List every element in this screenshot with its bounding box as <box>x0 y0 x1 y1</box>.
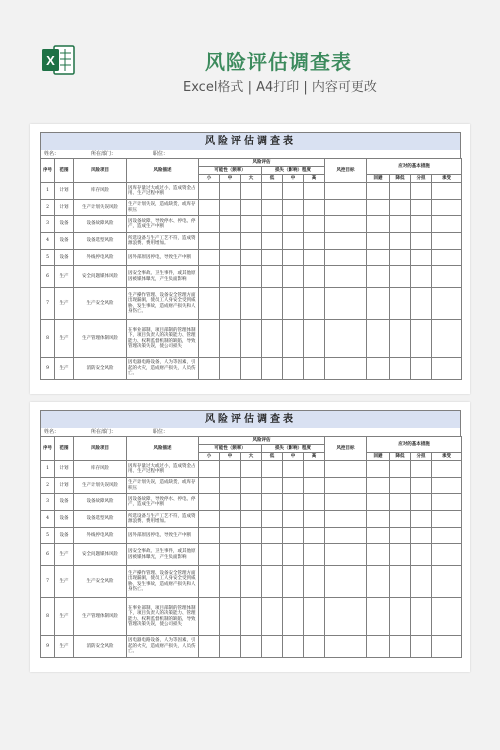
row-item: 生产管理体制风险 <box>74 598 127 636</box>
row-no: 3 <box>41 216 55 233</box>
row-scope: 设备 <box>55 250 74 266</box>
row-scope: 生产 <box>55 358 74 380</box>
col-high: 高 <box>304 175 325 183</box>
dept-label: 所在部门： <box>91 151 117 157</box>
table-row <box>41 528 462 544</box>
risk-table <box>40 436 462 658</box>
row-scope: 设备 <box>55 511 74 528</box>
row-desc: 在事业部制，项目部制的管理体制下，项目负责人的决策能力、管理能力、权利监督机制的缺陷，导致管理决策失误，使公司损失 <box>127 320 199 358</box>
row-desc: 因电器电路设备，人为等因素，引起的火灾，造成财产损失，人员伤亡。 <box>127 358 199 380</box>
info-row <box>40 150 461 158</box>
row-no: 4 <box>41 511 55 528</box>
col-target: 风控目标 <box>325 437 367 461</box>
row-item: 安全问题媒体风险 <box>74 266 127 288</box>
row-no: 6 <box>41 544 55 566</box>
row-no: 7 <box>41 566 55 598</box>
row-scope: 计划 <box>55 200 74 216</box>
col-seq: 序号 <box>41 159 55 183</box>
col-avoid: 回避 <box>367 175 390 183</box>
row-desc: 因外部原因停电，导致生产中断 <box>127 528 199 544</box>
row-item: 生产安全风险 <box>74 288 127 320</box>
table-row <box>41 358 462 380</box>
name-label: 姓名： <box>44 151 60 157</box>
col-reduce: 降低 <box>390 453 411 461</box>
table-row <box>41 183 462 200</box>
row-no: 4 <box>41 233 55 250</box>
col-low: 低 <box>262 453 283 461</box>
table-row <box>41 494 462 511</box>
row-item: 生产安全风险 <box>74 566 127 598</box>
col-share: 分担 <box>411 453 432 461</box>
info-row <box>40 428 461 436</box>
table-row <box>41 598 462 636</box>
row-no: 6 <box>41 266 55 288</box>
col-measures: 应对的基本措施 <box>367 159 462 175</box>
table-row <box>41 636 462 658</box>
page-title: 风险评估调查表 <box>205 50 352 74</box>
col-share: 分担 <box>411 175 432 183</box>
col-small: 小 <box>199 453 220 461</box>
row-scope: 设备 <box>55 233 74 250</box>
row-scope: 生产 <box>55 636 74 658</box>
page-header <box>0 0 500 118</box>
col-impact: 损失（影响）程度 <box>262 445 325 453</box>
col-target: 风控目标 <box>325 159 367 183</box>
row-desc: 因库存量过大或过小，造成资金占用、生产过程中断 <box>127 183 199 200</box>
table-row <box>41 478 462 494</box>
col-scope: 范围 <box>55 437 74 461</box>
page-subtitle: Excel格式 | A4打印 | 内容可更改 <box>183 80 377 95</box>
col-large: 大 <box>241 175 262 183</box>
row-no: 9 <box>41 358 55 380</box>
sheet-preview-2 <box>30 402 470 672</box>
col-reduce: 降低 <box>390 175 411 183</box>
table-row <box>41 250 462 266</box>
table-row <box>41 200 462 216</box>
col-accept: 承受 <box>432 453 462 461</box>
col-low: 低 <box>262 175 283 183</box>
row-scope: 生产 <box>55 288 74 320</box>
row-scope: 计划 <box>55 478 74 494</box>
svg-text:X: X <box>46 53 55 68</box>
table-row <box>41 461 462 478</box>
excel-icon <box>40 44 76 76</box>
row-no: 2 <box>41 200 55 216</box>
table-row <box>41 233 462 250</box>
row-no: 7 <box>41 288 55 320</box>
row-scope: 设备 <box>55 494 74 511</box>
row-item: 设备故障风险 <box>74 216 127 233</box>
col-item: 风险项目 <box>74 437 127 461</box>
row-scope: 设备 <box>55 528 74 544</box>
row-item: 外线停电风险 <box>74 250 127 266</box>
position-label: 职位： <box>153 151 169 157</box>
col-impact: 损失（影响）程度 <box>262 167 325 175</box>
row-no: 2 <box>41 478 55 494</box>
row-no: 1 <box>41 183 55 200</box>
col-item: 风险项目 <box>74 159 127 183</box>
table-row <box>41 320 462 358</box>
col-med: 中 <box>283 453 304 461</box>
table-row <box>41 266 462 288</box>
row-desc: 生产操作管理、设备安全管理方面出现漏洞，使员工人身安全受到威胁，发生事故，造成财产损失和人身伤亡。 <box>127 288 199 320</box>
row-desc: 因电器电路设备，人为等因素，引起的火灾，造成财产损失，人员伤亡。 <box>127 636 199 658</box>
risk-table <box>40 158 462 380</box>
col-large: 大 <box>241 453 262 461</box>
row-no: 3 <box>41 494 55 511</box>
row-no: 5 <box>41 528 55 544</box>
row-scope: 计划 <box>55 183 74 200</box>
row-no: 8 <box>41 598 55 636</box>
row-scope: 生产 <box>55 266 74 288</box>
col-high: 高 <box>304 453 325 461</box>
col-mid: 中 <box>220 175 241 183</box>
row-desc: 在事业部制，项目部制的管理体制下，项目负责人的决策能力、管理能力、权利监督机制的缺陷，导致管理决策失误，使公司损失 <box>127 598 199 636</box>
sheet-preview-1 <box>30 124 470 394</box>
col-seq: 序号 <box>41 437 55 461</box>
row-item: 设备选型风险 <box>74 511 127 528</box>
row-desc: 生产操作管理、设备安全管理方面出现漏洞，使员工人身安全受到威胁，发生事故，造成财产损失和人身伤亡。 <box>127 566 199 598</box>
name-label: 姓名： <box>44 429 60 435</box>
row-desc: 生产计划失误，造成缺货，或库存积压 <box>127 200 199 216</box>
row-item: 外线停电风险 <box>74 528 127 544</box>
row-item: 生产计划失误风险 <box>74 200 127 216</box>
dept-label: 所在部门： <box>91 429 117 435</box>
col-scope: 范围 <box>55 159 74 183</box>
row-item: 库存风险 <box>74 183 127 200</box>
row-desc: 因安全事故、卫生事件，或其他原因被媒体曝光，产生负面影响 <box>127 544 199 566</box>
col-measures: 应对的基本措施 <box>367 437 462 453</box>
row-scope: 计划 <box>55 461 74 478</box>
row-no: 1 <box>41 461 55 478</box>
row-desc: 生产计划失误，造成缺货，或库存积压 <box>127 478 199 494</box>
table-row <box>41 216 462 233</box>
row-desc: 所选设备与生产工艺不符，造成资源浪费、费用增加。 <box>127 233 199 250</box>
col-desc: 风险描述 <box>127 159 199 183</box>
row-desc: 因安全事故、卫生事件，或其他原因被媒体曝光，产生负面影响 <box>127 266 199 288</box>
col-avoid: 回避 <box>367 453 390 461</box>
table-row <box>41 566 462 598</box>
row-item: 消防安全风险 <box>74 636 127 658</box>
col-assessment: 风险评估 <box>199 159 325 167</box>
row-scope: 生产 <box>55 598 74 636</box>
row-item: 库存风险 <box>74 461 127 478</box>
row-item: 设备故障风险 <box>74 494 127 511</box>
row-desc: 因库存量过大或过小，造成资金占用、生产过程中断 <box>127 461 199 478</box>
col-mid: 中 <box>220 453 241 461</box>
row-scope: 设备 <box>55 216 74 233</box>
row-no: 8 <box>41 320 55 358</box>
sheet-title: 风险评估调查表 <box>40 132 461 150</box>
table-row <box>41 288 462 320</box>
sheet-title: 风险评估调查表 <box>40 410 461 428</box>
table-row <box>41 544 462 566</box>
col-med: 中 <box>283 175 304 183</box>
row-item: 安全问题媒体风险 <box>74 544 127 566</box>
row-no: 5 <box>41 250 55 266</box>
row-item: 生产计划失误风险 <box>74 478 127 494</box>
table-row <box>41 511 462 528</box>
row-item: 生产管理体制风险 <box>74 320 127 358</box>
col-likelihood: 可能性（频率） <box>199 167 262 175</box>
row-scope: 生产 <box>55 544 74 566</box>
col-likelihood: 可能性（频率） <box>199 445 262 453</box>
row-desc: 所选设备与生产工艺不符，造成资源浪费、费用增加。 <box>127 511 199 528</box>
row-scope: 生产 <box>55 566 74 598</box>
col-assessment: 风险评估 <box>199 437 325 445</box>
col-desc: 风险描述 <box>127 437 199 461</box>
row-item: 消防安全风险 <box>74 358 127 380</box>
row-desc: 因设备故障，导致停水、停电、停产，造成生产中断 <box>127 216 199 233</box>
row-desc: 因外部原因停电，导致生产中断 <box>127 250 199 266</box>
row-desc: 因设备故障，导致停水、停电、停产，造成生产中断 <box>127 494 199 511</box>
row-no: 9 <box>41 636 55 658</box>
row-item: 设备选型风险 <box>74 233 127 250</box>
col-accept: 承受 <box>432 175 462 183</box>
position-label: 职位： <box>153 429 169 435</box>
row-scope: 生产 <box>55 320 74 358</box>
col-small: 小 <box>199 175 220 183</box>
